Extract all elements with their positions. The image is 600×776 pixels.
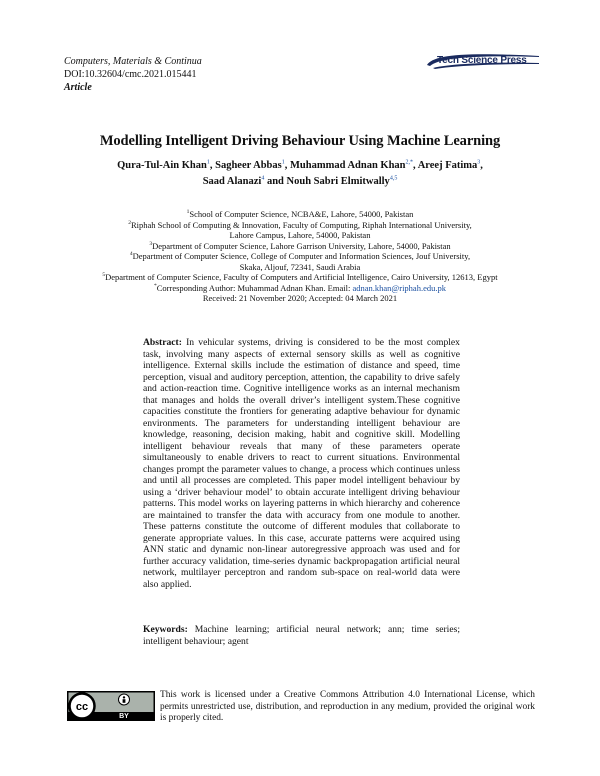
author-sup[interactable]: 1: [206, 159, 210, 166]
affiliation-1: [60, 209, 540, 220]
affiliation-2-cont: Lahore Campus, Lahore, 54000, Pakistan: [229, 230, 371, 240]
author-name: Qura-Tul-Ain Khan: [117, 160, 207, 171]
affiliation-3: [60, 241, 540, 252]
cc-badge-text: cc: [75, 701, 89, 713]
author-list: [0, 158, 600, 190]
aff-text: Department of Computer Science, College of Computer and Information Sciences, Jouf University,: [132, 251, 471, 261]
author-sep: ,: [209, 160, 216, 171]
journal-name: Computers, Materials & Continua: [64, 56, 202, 67]
author-sup[interactable]: 3: [477, 159, 481, 166]
affiliations: [60, 209, 540, 304]
publisher-logo: [423, 51, 540, 71]
author-sep: and: [264, 176, 287, 187]
keywords-label: Keywords:: [143, 624, 188, 635]
cc-by-license-badge-icon[interactable]: [67, 691, 155, 721]
publisher-name: Tech Science Press: [437, 55, 527, 66]
keywords-text: Machine learning; artificial neural network; ann; time series; intelligent behaviour; agent: [143, 624, 461, 647]
author-line-2: [0, 174, 600, 190]
corresponding-author: [60, 283, 540, 294]
aff-sup: *: [154, 282, 157, 289]
affiliation-2: [60, 220, 540, 231]
affiliation-4: [60, 251, 540, 262]
author-line-1: [0, 158, 600, 174]
received-accepted-dates: Received: 21 November 2020; Accepted: 04 March 2021: [202, 293, 398, 303]
doi[interactable]: DOI:10.32604/cmc.2021.015441: [64, 69, 197, 80]
aff-text: Department of Computer Science, Lahore Garrison University, Lahore, 54000, Pakistan: [152, 240, 451, 251]
author-sup[interactable]: 4: [261, 175, 265, 182]
corresponding-email-link[interactable]: adnan.khan@riphah.edu.pk: [352, 282, 446, 293]
abstract-label: Abstract:: [143, 337, 182, 348]
author-sup[interactable]: 4,5: [389, 175, 398, 182]
abstract: [143, 337, 460, 590]
corresponding-text: Corresponding Author: Muhammad Adnan Khan. Email:: [156, 282, 353, 293]
affiliation-5: [60, 272, 540, 283]
author-sep: ,: [480, 160, 483, 171]
license-text: This work is licensed under a Creative Commons Attribution 4.0 International License, which permits unrestricted use, distribution, and reproduction in any medium, provided the original work is properly cited.: [160, 690, 535, 723]
aff-text: School of Computer Science, NCBA&E, Lahore, 54000, Pakistan: [189, 209, 414, 219]
aff-sup: 1: [186, 209, 190, 216]
paper-title: Modelling Intelligent Driving Behaviour Using Machine Learning: [99, 133, 501, 149]
author-name: Saad Alanazi: [202, 176, 262, 187]
author-sep: ,: [284, 160, 290, 171]
author-name: Sagheer Abbas: [215, 160, 282, 171]
author-sup[interactable]: 2,*: [405, 159, 414, 166]
author-name: Muhammad Adnan Khan: [289, 160, 406, 171]
author-sup[interactable]: 1: [281, 159, 285, 166]
aff-text: Department of Computer Science, Faculty of Computers and Artificial Intelligence, Cairo University, 12613, Egypt: [105, 272, 498, 282]
running-header: [64, 55, 202, 94]
keywords: [143, 624, 460, 647]
by-badge-text: BY: [119, 713, 129, 720]
article-type: Article: [64, 82, 92, 93]
affiliation-4-cont: Skaka, Aljouf, 72341, Saudi Arabia: [239, 261, 361, 272]
abstract-text: In vehicular systems, driving is considered to be the most complex task, involving many aspects of external sensory skills as well as cognitive intelligence. External skills include the estimation of distance and speed, time perception, visual and auditory perception, attention, the capability to drive safely and action-reaction time. Cognitive intelligence works as an internal mechanism that manages and holds the overall driver’s intelligent system.These cognitive capacities constitute the frontiers for generating adaptive behaviour for dynamic environments. The parameters for understanding intelligent behaviour are knowledge, reasoning, decision making, habit and cognitive skill. Modelling intelligent behaviour reveals that many of these parameters operate simultaneously to enable drivers to react to current situations. Environmental changes prompt the parameter values to change, a process which continues unless and until all processes are completed. This paper model intelligent behaviour by using a ‘driver behaviour model’ to obtain accurate intelligent driving behaviour patterns. This model works on layering patterns in which hierarchy and coherence are maintained to transfer the data with accuracy from one module to another. These patterns constitute the outcome of different modules that collaborate to generate appropriate values. In this case, accurate patterns were acquired using ANN static and dynamic non-linear autoregressive approach was used and for further accuracy validation, time-series dynamic backpropagation artificial neural network, multilayer perceptron and random sub-space on real-world data were also applied.: [143, 337, 460, 590]
aff-sup: 2: [128, 219, 131, 226]
aff-sup: 3: [149, 240, 153, 247]
author-sep: ,: [413, 160, 418, 171]
author-name: Nouh Sabri Elmitwally: [286, 176, 390, 187]
aff-sup: 4: [129, 251, 133, 258]
aff-text: Riphah School of Computing & Innovation, Faculty of Computing, Riphah International University,: [130, 219, 472, 230]
author-name: Areej Fatima: [417, 160, 478, 171]
aff-sup: 5: [102, 272, 106, 279]
